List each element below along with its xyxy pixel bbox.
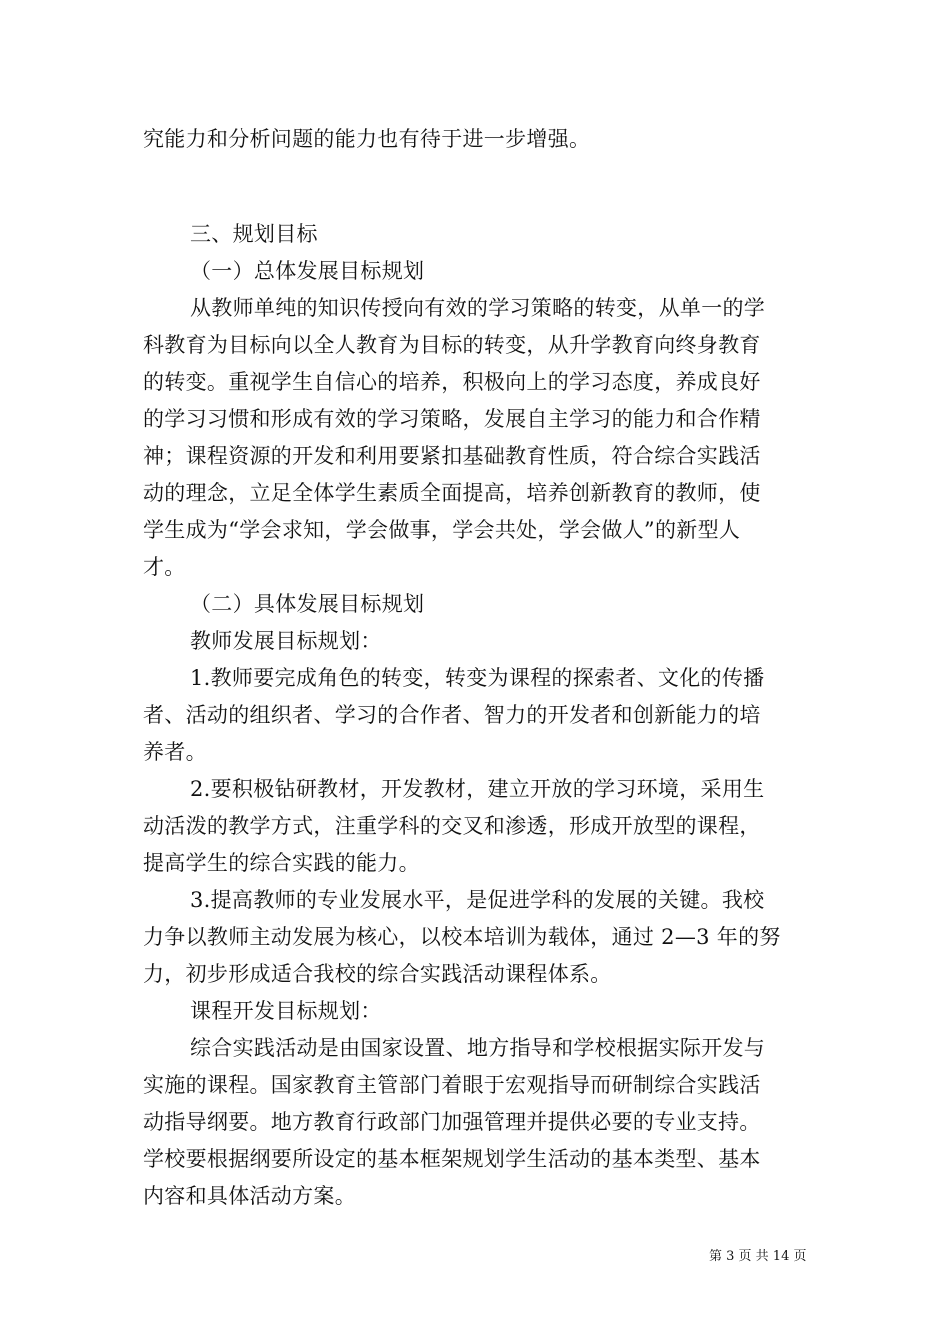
subsection-heading: （二）具体发展目标规划 <box>190 592 425 616</box>
body-text-line: 综合实践活动是由国家设置、地方指导和学校根据实际开发与 <box>190 1036 766 1060</box>
body-text-line: 究能力和分析问题的能力也有待于进一步增强。 <box>143 127 591 151</box>
body-text-line: 2.要积极钻研教材，开发教材，建立开放的学习环境，采用生 <box>190 777 765 801</box>
body-text-line: 科教育为目标向以全人教育为目标的转变，从升学教育向终身教育 <box>143 333 761 357</box>
body-text-line: 1.教师要完成角色的转变，转变为课程的探索者、文化的传播 <box>190 666 765 690</box>
body-text-line: 内容和具体活动方案。 <box>143 1184 356 1208</box>
body-text-line: 学校要根据纲要所设定的基本框架规划学生活动的基本类型、基本 <box>143 1147 761 1171</box>
body-text-line: 者、活动的组织者、学习的合作者、智力的开发者和创新能力的培 <box>143 703 761 727</box>
body-text-line: 力争以教师主动发展为核心，以校本培训为载体，通过 2—3 年的努 <box>143 925 781 949</box>
body-text-line: 才。 <box>143 555 186 579</box>
body-text-line: 神；课程资源的开发和利用要紧扣基础教育性质，符合综合实践活 <box>143 444 761 468</box>
body-text-line: 动指导纲要。地方教育行政部门加强管理并提供必要的专业支持。 <box>143 1110 761 1134</box>
body-text-line: 动的理念，立足全体学生素质全面提高，培养创新教育的教师，使 <box>143 481 761 505</box>
body-text-line: 提高学生的综合实践的能力。 <box>143 851 420 875</box>
body-text-line: 从教师单纯的知识传授向有效的学习策略的转变，从单一的学 <box>190 296 766 320</box>
body-text-line: 的学习习惯和形成有效的学习策略，发展自主学习的能力和合作精 <box>143 407 761 431</box>
body-text-line: 的转变。重视学生自信心的培养，积极向上的学习态度，养成良好 <box>143 370 761 394</box>
body-text-line: 力，初步形成适合我校的综合实践活动课程体系。 <box>143 962 612 986</box>
body-text-line: 实施的课程。国家教育主管部门着眼于宏观指导而研制综合实践活 <box>143 1073 761 1097</box>
body-text-line: 课程开发目标规划： <box>190 999 382 1023</box>
body-text-line: 养者。 <box>143 740 207 764</box>
body-text-line: 教师发展目标规划： <box>190 629 382 653</box>
subsection-heading: （一）总体发展目标规划 <box>190 259 425 283</box>
body-text-line: 学生成为“学会求知，学会做事，学会共处，学会做人”的新型人 <box>143 518 741 542</box>
section-heading: 三、规划目标 <box>190 222 318 246</box>
body-text-line: 动活泼的教学方式，注重学科的交叉和渗透，形成开放型的课程， <box>143 814 761 838</box>
page-number: 第 3 页 共 14 页 <box>709 1249 807 1264</box>
body-text-line: 3.提高教师的专业发展水平，是促进学科的发展的关键。我校 <box>190 888 765 912</box>
